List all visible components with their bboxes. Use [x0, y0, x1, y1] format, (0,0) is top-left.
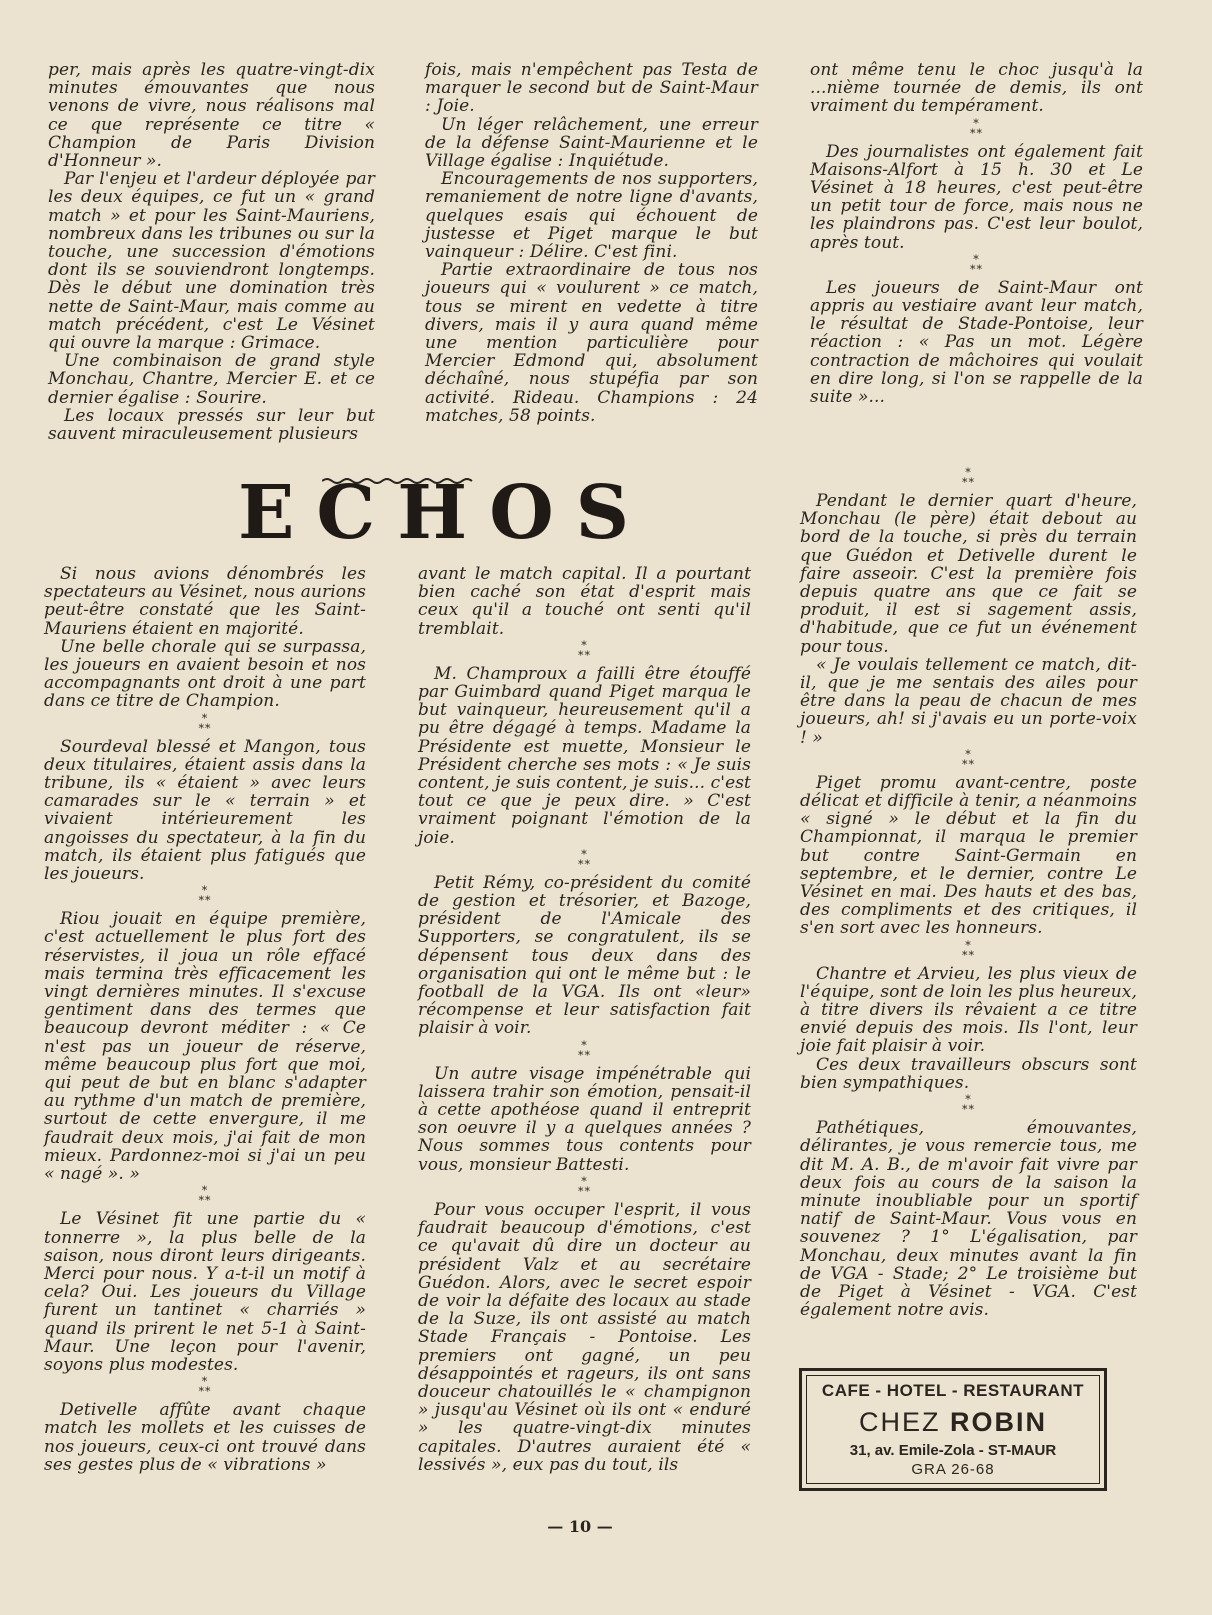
asterism-separator: * ** — [198, 711, 212, 735]
paragraph: Un autre visage impénétrable qui laissera trahir son émotion, pensait-il à cette apothéose quand il entreprit son oeuvre il y a quelques années ? Nous sommes tous contents pour vous, monsieur Battesti. — [418, 1063, 751, 1175]
echos-heading-block — [238, 468, 652, 556]
asterism-separator: * ** — [970, 116, 983, 140]
paragraph: Le Vésinet fit une partie du « tonnerre », la plus belle de la saison, nous diront leurs dirigeants. Merci pour nous. Y a-t-il un motif à cela? Oui. Les joueurs du Village furent un tantinet « charriés » quand ils prirent le net 5-1 à Saint-Maur. Une leçon pour l'avenir, soyons plus modestes. — [44, 1209, 366, 1375]
paragraph: Un léger relâchement, une erreur de la défense Saint-Maurienne et le Village égalise : Inquiétude. — [425, 114, 758, 172]
paragraph: Riou jouait en équipe première, c'est actuellement le plus fort des réservistes, il joua un rôle effacé mais termina très efficacement les vingt dernières minutes. Il s'excuse gentiment dans des termes que beaucoup devront méditer : « Ce n'est pas un joueur de réserve, même beaucoup plus fort que moi, qui peut de but en blanc s'adapter au rythme d'un match de première, surtout de cette envergure, il me faudrait deux mois, j'ai fait de mon mieux. Pardonnez-moi si j'ai un peu « nagé ». » — [44, 909, 366, 1185]
paragraph: Pathétiques, émouvantes, délirantes, je vous remercie tous, me dit M. A. B., de m'avoir fait vivre par deux fois au cours de la saison la minute inoubliable pour un sportif natif de Saint-Maur. Vous vous en souvenez ? 1° L'égalisation, par Monchau, deux minutes avant la fin de VGA - Stade; 2° Le troisième but de Piget à Vésinet - VGA. C'est également notre avis. — [800, 1118, 1137, 1321]
paragraph: avant le match capital. Il a pourtant bien caché son état d'esprit mais ceux qu'il a touché ont senti qu'il tremblait. — [418, 564, 751, 639]
paragraph: Une combinaison de grand style Monchau, Chantre, Mercier E. et ce dernier égalise : Sourire. — [48, 351, 375, 408]
advertisement-inner-border — [806, 1375, 1100, 1484]
asterism-separator: * ** — [962, 938, 975, 962]
paragraph: Les joueurs de Saint-Maur ont appris au vestiaire avant leur match, le résultat de Stade-Pontoise, leur réaction : « Pas un mot. Légère contraction de mâchoires qui voulait en dire long, si l'on se rappelle de la suite »... — [810, 277, 1143, 408]
paragraph: Petit Rémy, co-président du comité de gestion et trésorier, et Bazoge, président de l'Amicale des Supporters, se congratulent, ils se dépensent tous deux dans des organisation qui ont le même but : le football de la VGA. Ils ont «leur» récompense et leur satisfaction fait plaisir à voir. — [418, 872, 751, 1039]
asterism-separator: * ** — [970, 252, 983, 276]
echos-column-1 — [44, 565, 366, 1474]
asterism-separator: * ** — [198, 1184, 212, 1208]
asterism-separator: * ** — [962, 1093, 975, 1117]
echos-heading: ECHOS — [238, 470, 652, 556]
asterism-separator: * ** — [578, 847, 591, 871]
paragraph: Sourdeval blessé et Mangon, tous deux titulaires, étaient assis dans la tribune, ils « étaient » avec leurs camarades sur le « terrain » et vivaient intérieurement les angoisses du spectateur, à la fin du match, ils étaient plus fatigués que les joueurs. — [44, 736, 366, 885]
asterism-separator: * ** — [962, 747, 975, 771]
advertisement-box — [799, 1368, 1107, 1491]
paragraph: « Je voulais tellement ce match, dit-il, que je me sentais des ailes pour être dans la peau de chacun de mes joueurs, ah! si j'avais eu un porte-voix ! » — [800, 654, 1137, 748]
asterism-separator: * ** — [198, 884, 212, 908]
paragraph: Si nous avions dénombrés les spectateurs au Vésinet, nous aurions peut-être constaté que les Saint-Mauriens étaient en majorité. — [44, 564, 366, 639]
asterism-separator: * ** — [578, 1038, 591, 1062]
article-column-top-2 — [425, 61, 758, 425]
paragraph: ont même tenu le choc jusqu'à la ...nième tournée de demis, ils ont vraiment du tempérament. — [810, 60, 1143, 117]
asterism-separator: * ** — [198, 1375, 212, 1399]
paragraph: Les locaux pressés sur leur but sauvent miraculeusement plusieurs — [48, 405, 375, 445]
article-column-top-1 — [48, 61, 375, 443]
paragraph: Par l'enjeu et l'ardeur déployée par les deux équipes, ce fut un « grand match » et pour les Saint-Mauriens, nombreux dans les tribunes ou sur la touche, une succession d'émotions dont ils se souviendront longtemps. Dès le début une domination très nette de Saint-Maur, mais comme au match précédent, c'est Le Vésinet qui ouvre la marque : Grimace. — [48, 169, 375, 354]
paragraph: per, mais après les quatre-vingt-dix minutes émouvantes que nous venons de vivre, nous réalisons mal ce que représente ce titre « Champion de Paris Division d'Honneur ». — [48, 60, 375, 172]
paragraph: M. Champroux a failli être étouffé par Guimbard quand Piget marqua le but vainqueur, heureusement qu'il a pu être dégagé à temps. Madame la Présidente est muette, Monsieur le Président cherche ses mots : « Je suis content, je suis content, je suis... c'est tout ce que je peux dire. » C'est vraiment poignant l'émotion de la joie. — [418, 663, 751, 848]
echos-column-3 — [800, 465, 1137, 1319]
asterism-separator: * ** — [578, 1174, 591, 1198]
ad-chez: CHEZ — [858, 1407, 941, 1437]
asterism-separator: * ** — [962, 466, 975, 489]
paragraph: fois, mais n'empêchent pas Testa de marquer le second but de Saint-Maur : Joie. — [425, 60, 758, 117]
paragraph: Piget promu avant-centre, poste délicat et difficile à tenir, a néanmoins « signé » le début et la fin du Championnat, il marqua le premier but contre Saint-Germain en septembre, et le dernier, contre Le Vésinet en mai. Des hauts et des bas, des compliments et des critiques, il s'en sort avec les honneurs. — [800, 772, 1137, 939]
paragraph: Encouragements de nos supporters, remaniement de notre ligne d'avants, quelques esais qui échouent de justesse et Piget marque le but vainqueur : Délire. C'est fini. — [425, 169, 758, 263]
paragraph: Partie extraordinaire de tous nos joueurs qui « voulurent » ce match, tous se mirent en vedette à titre divers, mais il y aura quand même une mention particulière pour Mercier Edmond qui, absolument déchaîné, nous stupéfia par son activité. Rideau. Champions : 24 matches, 58 points. — [425, 260, 758, 426]
echos-column-2 — [418, 565, 751, 1474]
paragraph: Des journalistes ont également fait Maisons-Alfort à 15 h. 30 et Le Vésinet à 18 heures, c'est peut-être un petit tour de force, mais nous ne les plaindrons pas. C'est leur boulot, après tout. — [810, 141, 1143, 253]
ad-line-address: 31, av. Emile-Zola - ST-MAUR — [849, 1442, 1057, 1459]
paragraph: Detivelle affûte avant chaque match les mollets et les cuisses de nos joueurs, ceux-ci ont trouvé dans ses gestes plus de « vibrations » — [44, 1400, 366, 1475]
paragraph: Ces deux travailleurs obscurs sont bien sympathiques. — [800, 1054, 1137, 1093]
ad-line-business-type: CAFE - HOTEL - RESTAURANT — [821, 1381, 1085, 1400]
page-number: — 10 — — [547, 1517, 613, 1536]
asterism-separator: * ** — [578, 638, 591, 662]
paragraph: Chantre et Arvieu, les plus vieux de l'équipe, sont de loin les plus heureux, à titre divers ils rêvaient a ce titre envié depuis des mois. Ils l'ont, leur joie fait plaisir à voir. — [800, 963, 1137, 1057]
paragraph: Pour vous occuper l'esprit, il vous faudrait beaucoup d'émotions, c'est ce qu'avait dû dire un docteur au président Valz et au secrétaire Guédon. Alors, avec le secret espoir de voir la défaite des locaux au stade de la Suze, ils ont assisté au match Stade Français - Pontoise. Les premiers ont gagné, un peu désappointés et rageurs, ils ont sans douceur chatouillés le « champignon » jusqu'au Vésinet où ils ont « enduré » les quatre-vingt-dix minutes capitales. D'autres auraient été « lessivés », eux pas du tout, ils — [418, 1199, 751, 1475]
paragraph: Pendant le dernier quart d'heure, Monchau (le père) était debout au bord de la touche, si près du terrain que Guédon et Detivelle durent le faire asseoir. C'est la première fois depuis quatre ans que ce fait se produit, il est si sagement assis, d'habitude, que ce fut un événement pour tous. — [800, 491, 1137, 657]
ad-line-phone: GRA 26-68 — [911, 1461, 995, 1478]
article-column-top-3 — [810, 61, 1143, 406]
paragraph: Une belle chorale qui se surpassa, les joueurs en avaient besoin et nos accompagnants ont droit à une part dans ce titre de Champion. — [44, 636, 366, 712]
ad-robin: ROBIN — [950, 1407, 1047, 1437]
